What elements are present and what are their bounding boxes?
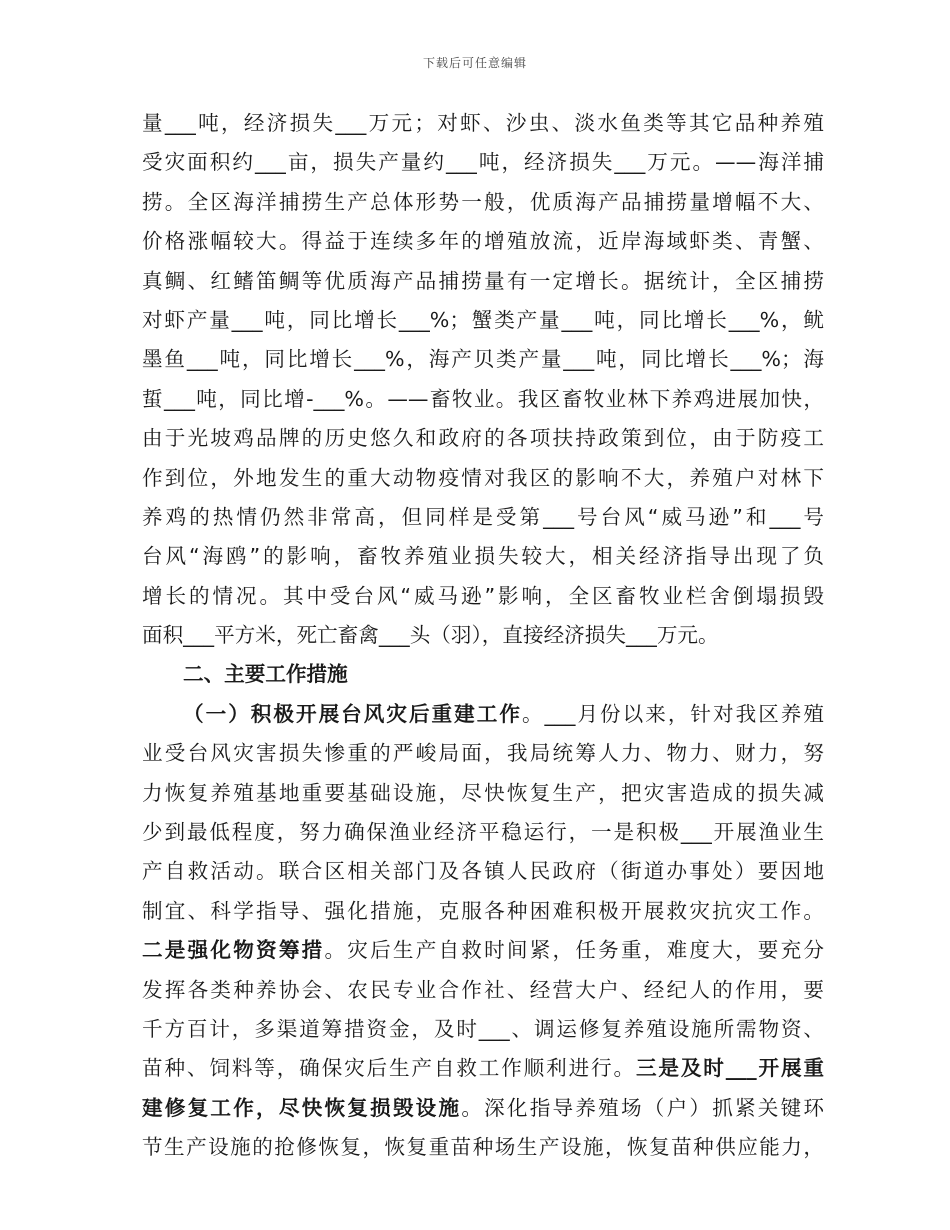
text-line: 面积___平方米，死亡畜禽___头（羽），直接经济损失___万元。 <box>142 623 719 648</box>
text-line: 由于光坡鸡品牌的历史悠久和政府的各项扶持政策到位，由于防疫工 <box>142 426 824 451</box>
text-line: 作到位，外地发生的重大动物疫情对我区的影响不大，养殖户对林下 <box>142 465 824 490</box>
text-line: 对虾产量___吨，同比增长___%；蟹类产量___吨，同比增长___%，鱿 <box>142 307 824 332</box>
bold-phrase: 三是及时___开展重 <box>635 1056 824 1081</box>
text-span: 。深化指导养殖场（户）抓紧关键环 <box>461 1095 824 1120</box>
text-line: 少到最低程度，努力确保渔业经济平稳运行，一是积极___开展渔业生 <box>142 820 824 845</box>
page-header: 下载后可任意编辑 <box>422 56 527 70</box>
document-body <box>142 104 824 1168</box>
text-line <box>142 695 824 734</box>
text-line: 墨鱼___吨，同比增长___%，海产贝类产量___吨，同比增长___%；海 <box>142 347 824 372</box>
text-span: 。___月份以来，针对我区养殖 <box>521 701 824 726</box>
text-line <box>142 1049 824 1088</box>
text-line <box>142 931 824 970</box>
text-line <box>142 1089 824 1128</box>
bold-phrase: 建修复工作，尽快恢复损毁设施 <box>142 1095 462 1120</box>
text-line: 量___吨，经济损失___万元；对虾、沙虫、淡水鱼类等其它品种养殖 <box>142 111 824 135</box>
section-heading: 二、主要工作措施 <box>183 662 348 687</box>
text-line: 产自救活动。联合区相关部门及各镇人民政府（街道办事处）要因地 <box>142 859 824 884</box>
text-line: 制宜、科学指导、强化措施，克服各种困难积极开展救灾抗灾工作。 <box>142 898 824 923</box>
text-line: 力恢复养殖基地重要基础设施，尽快恢复生产，把灾害造成的损失减 <box>142 780 824 805</box>
text-line: 蜇___吨，同比增-___%。——畜牧业。我区畜牧业林下养鸡进展加快， <box>142 386 824 411</box>
text-line: 增长的情况。其中受台风“威马逊”影响，全区畜牧业栏舍倒塌损毁 <box>142 583 824 608</box>
text-span: 苗种、饲料等，确保灾后生产自救工作顺利进行。 <box>142 1056 636 1081</box>
text-span: 。灾后生产自救时间紧，任务重，难度大，要充分 <box>324 938 824 963</box>
text-line: 千方百计，多渠道筹措资金，及时___、调运修复养殖设施所需物资、 <box>142 1016 824 1041</box>
bold-phrase: 二是强化物资筹措 <box>142 938 325 963</box>
text-line: 捞。全区海洋捕捞生产总体形势一般，优质海产品捕捞量增幅不大、 <box>142 189 824 214</box>
text-line: 养鸡的热情仍然非常高，但同样是受第___号台风“威马逊”和___号 <box>142 504 824 529</box>
text-line: 价格涨幅较大。得益于连续多年的增殖放流，近岸海域虾类、青蟹、 <box>142 229 824 254</box>
subsection-title: （一）积极开展台风灾后重建工作 <box>183 701 522 726</box>
text-line: 台风“海鸥”的影响，畜牧养殖业损失较大，相关经济指导出现了负 <box>142 544 824 569</box>
text-line: 真鲷、红鳍笛鲷等优质海产品捕捞量有一定增长。据统计，全区捕捞 <box>142 268 824 293</box>
text-line: 发挥各类种养协会、农民专业合作社、经营大户、经纪人的作用，要 <box>142 977 824 1002</box>
text-line: 受灾面积约___亩，损失产量约___吨，经济损失___万元。——海洋捕 <box>142 150 824 175</box>
text-line: 节生产设施的抢修恢复，恢复重苗种场生产设施，恢复苗种供应能力， <box>142 1135 824 1160</box>
text-line: 业受台风灾害损失惨重的严峻局面，我局统筹人力、物力、财力，努 <box>142 741 824 766</box>
